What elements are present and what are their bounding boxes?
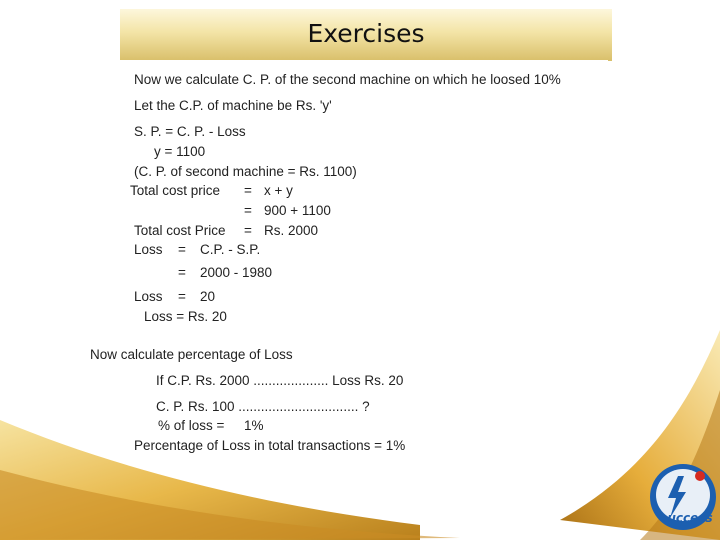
- text-line: =: [178, 242, 186, 257]
- text-line: Now calculate percentage of Loss: [90, 347, 293, 362]
- text-line: =: [244, 203, 252, 218]
- content-panel: [90, 60, 608, 462]
- text-line: Total cost price: [130, 183, 221, 198]
- text-line: % of loss =: [158, 418, 225, 433]
- text-line: Loss = Rs. 20: [144, 309, 227, 324]
- text-line: S. P. = C. P. - Loss: [134, 124, 246, 139]
- text-line: C.P. - S.P.: [200, 242, 261, 257]
- text-line: Loss: [134, 289, 163, 304]
- text-line: =: [178, 289, 186, 304]
- text-line: =: [178, 265, 186, 280]
- slide-title: Exercises: [307, 19, 425, 48]
- text-line: 1%: [244, 418, 264, 433]
- text-line: Let the C.P. of machine be Rs. 'y': [134, 98, 332, 113]
- logo-text: uccess: [667, 511, 713, 525]
- text-line: C. P. Rs. 100 ................................ ?: [156, 399, 370, 414]
- text-line: If C.P. Rs. 2000 .................... Loss Rs. 20: [156, 373, 404, 388]
- text-line: 2000 - 1980: [200, 265, 273, 280]
- text-line: 20: [200, 289, 216, 304]
- text-line: Percentage of Loss in total transactions = 1%: [134, 438, 406, 453]
- text-line: (C. P. of second machine = Rs. 1100): [134, 164, 357, 179]
- text-line: Loss: [134, 242, 163, 257]
- text-line: =: [244, 183, 252, 198]
- text-line: 900 + 1100: [264, 203, 331, 218]
- text-line: Rs. 2000: [264, 223, 319, 238]
- text-line: x + y: [264, 183, 293, 198]
- text-line: =: [244, 223, 252, 238]
- text-line: y = 1100: [154, 144, 206, 159]
- text-line: Total cost Price: [134, 223, 226, 238]
- title-bar: [120, 9, 612, 61]
- text-line: Now we calculate C. P. of the second machine on which he loosed 10%: [134, 72, 561, 87]
- success-logo: [648, 462, 718, 532]
